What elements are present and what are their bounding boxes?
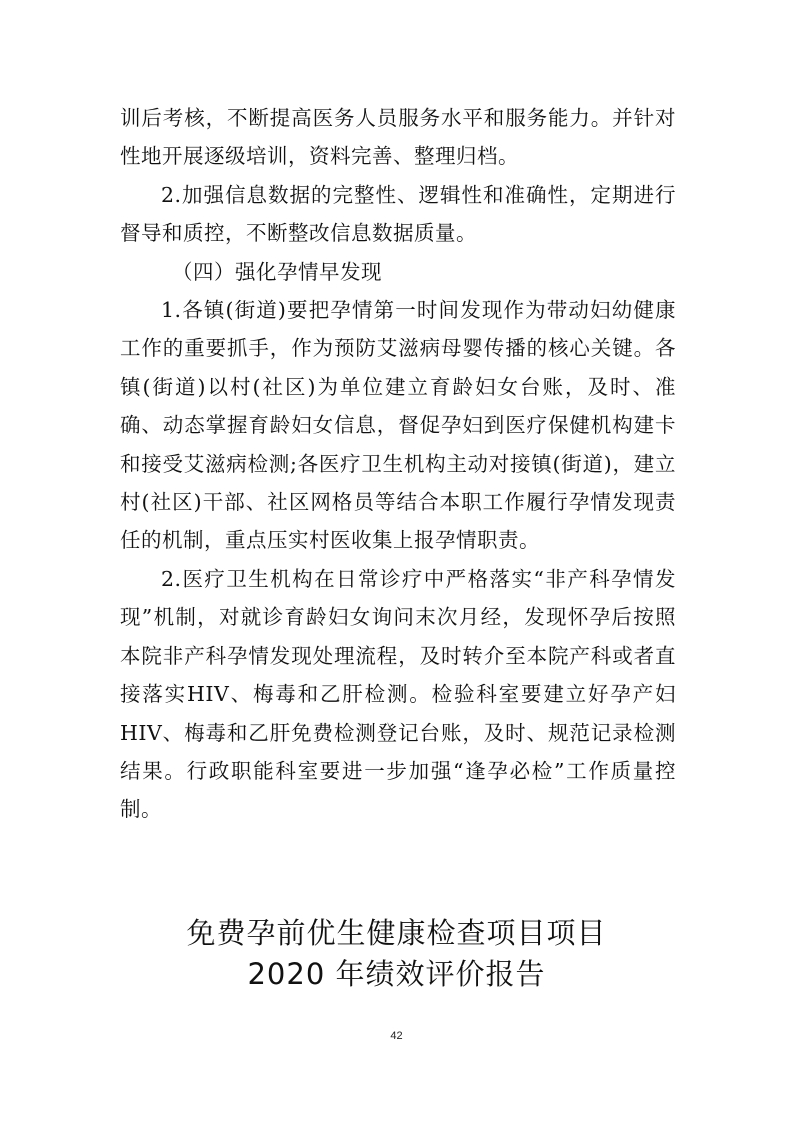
paragraph-data-quality: 2.加强信息数据的完整性、逻辑性和准确性，定期进行督导和质控，不断整改信息数据质量。 bbox=[120, 182, 676, 246]
paragraph-medical-institutions: 2.医疗卫生机构在日常诊疗中严格落实“非产科孕情发现”机制，对就诊育龄妇女询问末次月经，发现怀孕后按照本院非产科孕情发现处理流程，及时转介至本院产科或者直接落实HIV、梅毒和乙肝检测。检验科室要建立好孕产妇HIV、梅毒和乙肝免费检测登记台账，及时、规范记录检测结果。行政职能科室要进一步加强“逢孕必检”工作质量控制。 bbox=[120, 566, 676, 822]
body-text bbox=[120, 99, 676, 829]
report-title-line-1: 免费孕前优生健康检查项目项目 bbox=[186, 916, 607, 950]
paragraph-town-responsibility: 1.各镇(街道)要把孕情第一时间发现作为带动妇幼健康工作的重要抓手，作为预防艾滋病母婴传播的核心关键。各镇(街道)以村(社区)为单位建立育龄妇女台账，及时、准确、动态掌握育龄妇女信息，督促孕妇到医疗保健机构建卡和接受艾滋病检测;各医疗卫生机构主动对接镇(街道)，建立村(社区)干部、社区网格员等结合本职工作履行孕情发现责任的机制，重点压实村医收集上报孕情职责。 bbox=[120, 298, 676, 553]
paragraph-training: 训后考核，不断提高医务人员服务水平和服务能力。并针对性地开展逐级培训，资料完善、整理归档。 bbox=[120, 106, 676, 169]
report-title-line-2: 2020 年绩效评价报告 bbox=[247, 957, 546, 991]
page-number: 42 bbox=[390, 1030, 403, 1042]
section-heading-early-detection: （四）强化孕情早发现 bbox=[172, 259, 382, 284]
